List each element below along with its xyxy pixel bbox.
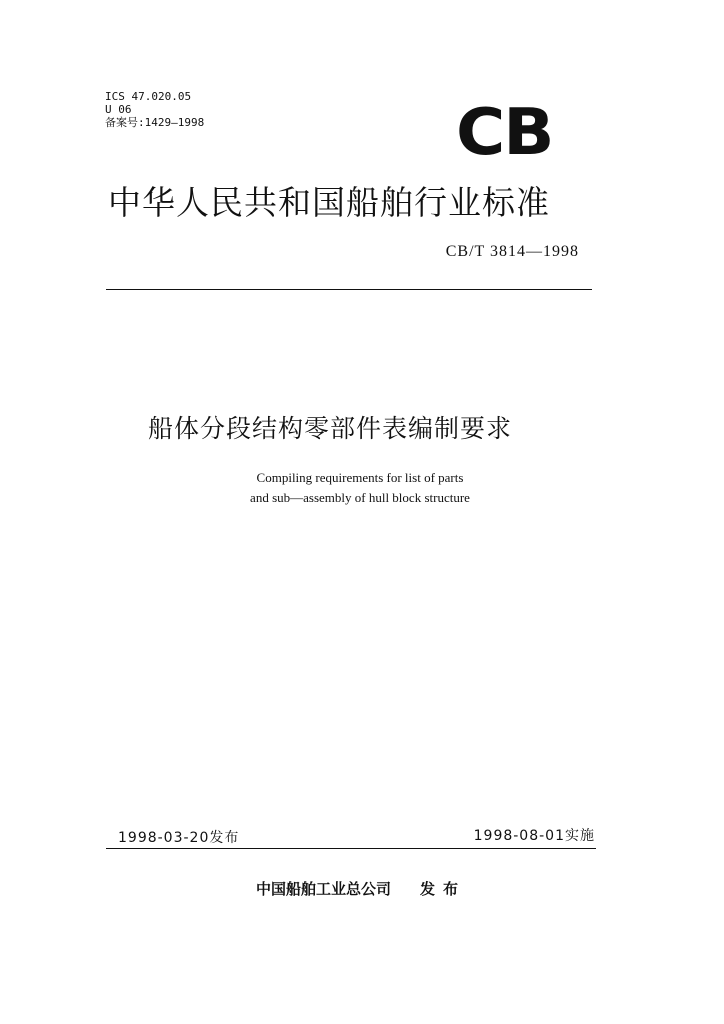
title-en-line-2: and sub—assembly of hull block structure <box>250 490 470 505</box>
ics-code: ICS 47.020.05 <box>105 90 192 103</box>
org-title: 中华人民共和国船舶行业标准 <box>108 183 550 222</box>
title-en-line-1: Compiling requirements for list of parts <box>256 470 464 485</box>
cb-logo: CB <box>456 96 553 170</box>
standard-number: CB/T 3814—1998 <box>445 243 579 260</box>
implementation-date: 1998-08-01实施 <box>473 828 595 844</box>
classification-block <box>105 90 204 129</box>
record-number: 备案号:1429—1998 <box>105 116 205 129</box>
ccs-code: U 06 <box>105 103 132 116</box>
bottom-divider <box>106 848 596 849</box>
publish-label: 发布 <box>420 880 467 898</box>
top-divider <box>106 289 592 290</box>
document-title-cn: 船体分段结构零部件表编制要求 <box>148 414 513 443</box>
document-title-en <box>200 468 520 508</box>
issue-date: 1998-03-20发布 <box>118 830 240 846</box>
publisher-name: 中国船舶工业总公司 <box>256 880 392 898</box>
